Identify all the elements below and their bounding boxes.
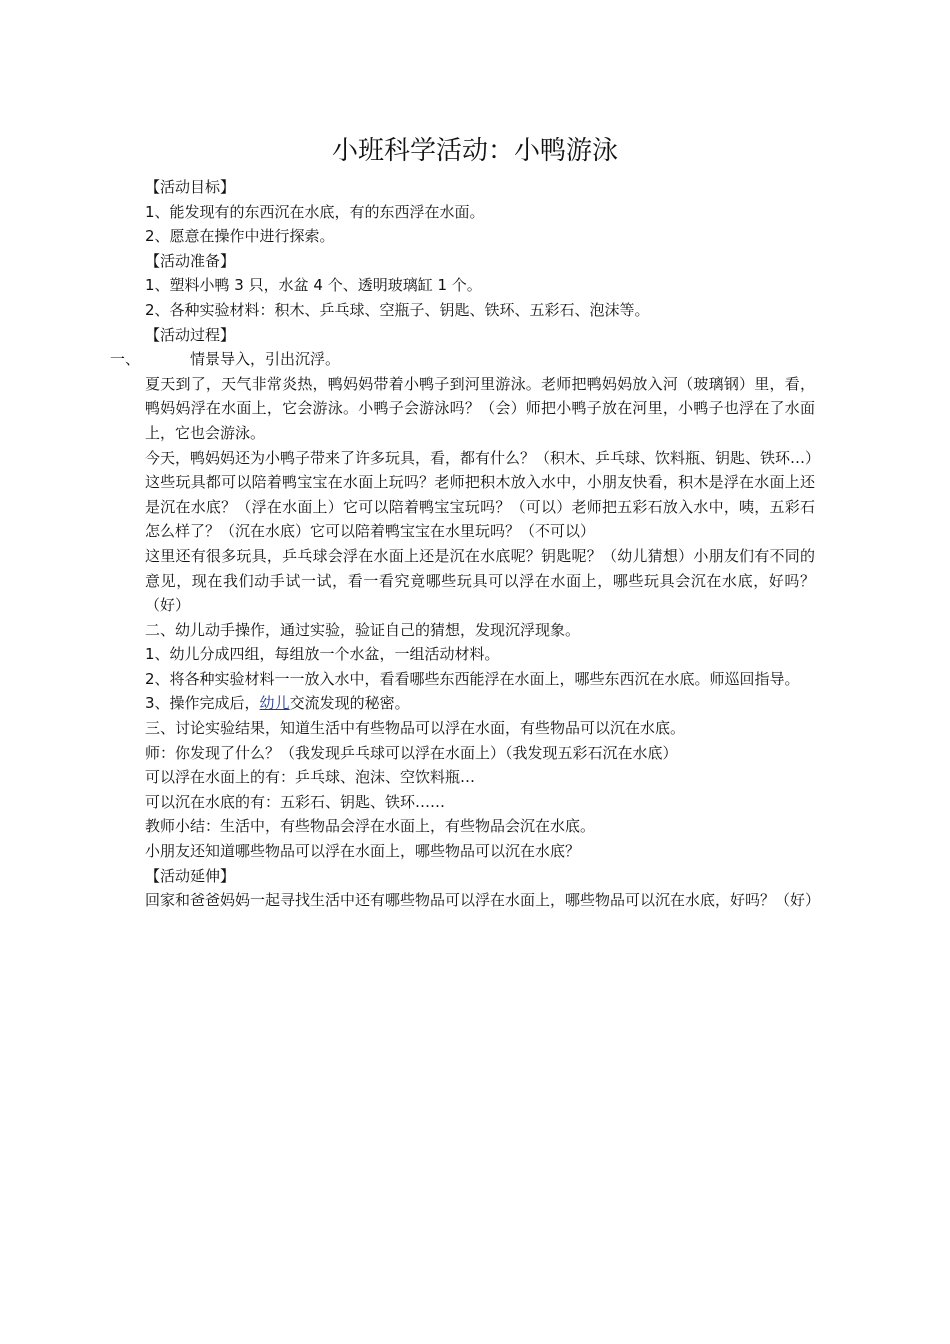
step-3-float-list: 可以浮在水面上的有：乒乓球、泡沫、空饮料瓶… (145, 768, 476, 787)
paragraph-2: 今天，鸭妈妈还为小鸭子带来了许多玩具，看，都有什么？（积木、乒乓球、饮料瓶、钥匙、铁环…） (145, 448, 821, 467)
goal-item-2: 2、愿意在操作中进行探索。 (145, 227, 335, 246)
step-2-item-2: 2、将各种实验材料一一放入水中，看看哪些东西能浮在水面上，哪些东西沉在水底。师巡回指导。 (145, 669, 800, 688)
goal-heading: 【活动目标】 (145, 178, 236, 196)
paragraph-3: 这些玩具都可以陪着鸭宝宝在水面上玩吗？老师把积木放入水中，小朋友快看，积木是浮在水面上还是沉在水底？（浮在水面上）它可以陪着鸭宝宝玩吗？（可以）老师把五彩石放入水中，咦，五彩石怎么样了？（沉在水底）它可以陪着鸭宝宝在水里玩吗？（不可以） (145, 473, 815, 541)
step-2-item-3-prefix: 3、操作完成后， (145, 694, 260, 713)
extension-text: 回家和爸爸妈妈一起寻找生活中还有哪些物品可以浮在水面上，哪些物品可以沉在水底，好吗？（好） (145, 891, 821, 910)
step-2-heading: 二、幼儿动手操作，通过实验，验证自己的猜想，发现沉浮现象。 (145, 620, 581, 639)
paragraph-4: 这里还有很多玩具，乒乓球会浮在水面上还是沉在水底呢？钥匙呢？（幼儿猜想）小朋友们有不同的意见，现在我们动手试一试，看一看究竟哪些玩具可以浮在水面上，哪些玩具会沉在水底，好吗？（好） (145, 546, 815, 615)
step-3-question: 师：你发现了什么？（我发现乒乓球可以浮在水面上）（我发现五彩石沉在水底） (145, 743, 678, 762)
step-2-item-3 (145, 691, 815, 716)
step-3-heading: 三、讨论实验结果，知道生活中有些物品可以浮在水面，有些物品可以沉在水底。 (145, 719, 686, 738)
step-1-text: 情景导入，引出沉浮。 (190, 350, 341, 369)
step-2-item-1: 1、幼儿分成四组，每组放一个水盆，一组活动材料。 (145, 645, 500, 664)
prep-item-1: 1、塑料小鸭 3 只，水盆 4 个、透明玻璃缸 1 个。 (145, 276, 482, 295)
prep-item-2: 2、各种实验材料：积木、乒乓球、空瓶子、钥匙、铁环、五彩石、泡沫等。 (145, 300, 650, 319)
document-title: 小班科学活动：小鸭游泳 (331, 136, 618, 166)
prep-heading: 【活动准备】 (145, 251, 236, 270)
document-body (110, 175, 821, 913)
step-1-heading (110, 347, 815, 372)
process-heading: 【活动过程】 (145, 325, 236, 344)
children-link[interactable]: 幼儿 (259, 694, 290, 713)
step-3-sink-list: 可以沉在水底的有：五彩石、钥匙、铁环…… (145, 792, 446, 811)
extension-heading: 【活动延伸】 (145, 866, 236, 885)
goal-item-1: 1、能发现有的东西沉在水底，有的东西浮在水面。 (145, 202, 485, 221)
paragraph-1: 夏天到了，天气非常炎热，鸭妈妈带着小鸭子到河里游泳。老师把鸭妈妈放入河（玻璃钢）里，看，鸭妈妈浮在水面上，它会游泳。小鸭子会游泳吗？（会）师把小鸭子放在河里，小鸭子也浮在了水面上，它也会游泳。 (145, 374, 815, 442)
step-3-summary: 教师小结：生活中，有些物品会浮在水面上，有些物品会沉在水底。 (145, 817, 596, 836)
step-3-ask: 小朋友还知道哪些物品可以浮在水面上，哪些物品可以沉在水底？ (145, 842, 581, 861)
step-2-item-3-suffix: 交流发现的秘密。 (289, 694, 410, 713)
step-1-number: 一、 (110, 350, 141, 369)
